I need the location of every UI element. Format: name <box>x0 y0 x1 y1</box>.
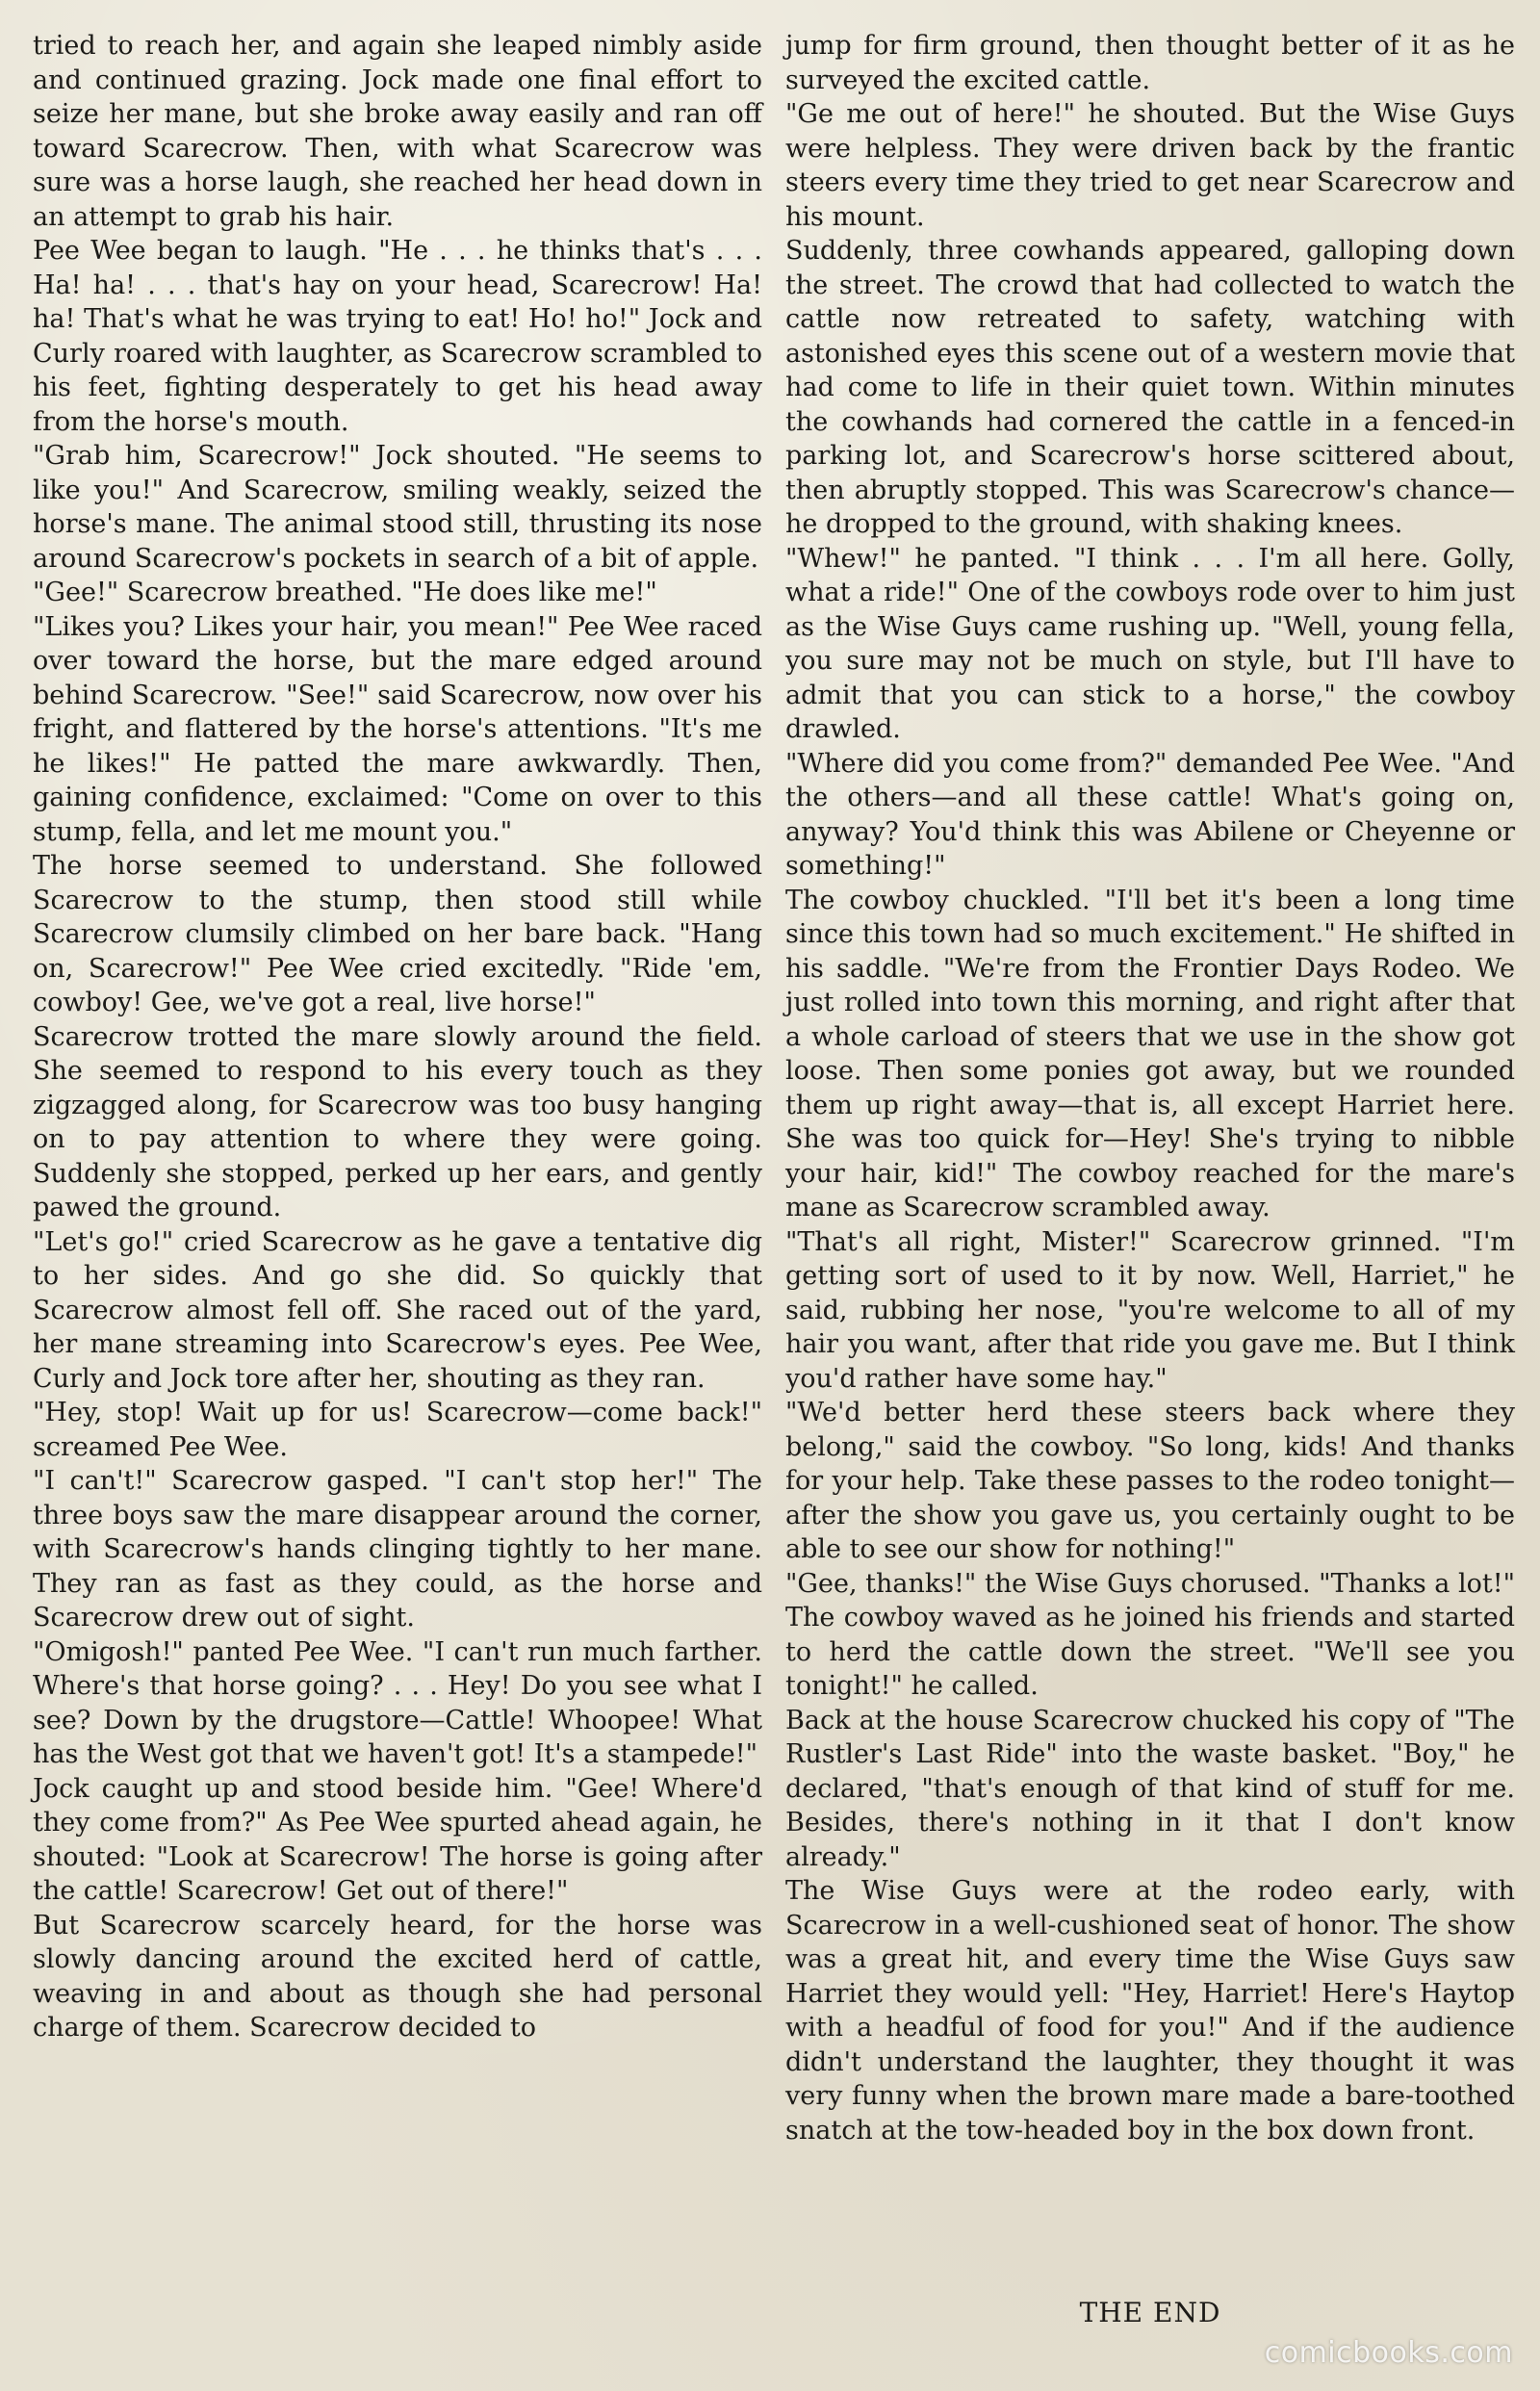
right-text-column <box>785 29 1515 2147</box>
paragraph: "Gee, thanks!" the Wise Guys chorused. "Thanks a lot!" The cowboy waved as he joined his friends and started to herd the cattle down the street. "We'll see you tonight!" he called. <box>785 1568 1515 1701</box>
paragraph: Jock caught up and stood beside him. "Gee! Where'd they come from?" As Pee Wee spurted ahead again, he shouted: "Look at Scarecrow! The horse is going after the cattle! Scarecrow! Get out of there!" <box>33 1773 762 1906</box>
paragraph: "Omigosh!" panted Pee Wee. "I can't run much farther. Where's that horse going? . . . Hey! Do you see what I see? Down by the drugstore—Cattle! Whoopee! What has the West got that we haven't got! It's a stampede!" <box>33 1636 762 1769</box>
the-end-label: THE END <box>1079 2297 1221 2328</box>
paragraph: The cowboy chuckled. "I'll bet it's been a long time since this town had so much excitement." He shifted in his saddle. "We're from the Frontier Days Rodeo. We just rolled into town this morning, and right after that a whole carload of steers that we use in the show got loose. Then some ponies got away, but we rounded them up right away—that is, all except Harriet here. She was too quick for—Hey! She's trying to nibble your hair, kid!" The cowboy reached for the mare's mane as Scarecrow scrambled away. <box>785 885 1515 1222</box>
paragraph: But Scarecrow scarcely heard, for the horse was slowly dancing around the excited herd of cattle, weaving in and about as though she had personal charge of them. Scarecrow decided to <box>33 1910 762 2043</box>
paragraph: Back at the house Scarecrow chucked his copy of "The Rustler's Last Ride" into the waste basket. "Boy," he declared, "that's enough of that kind of stuff for me. Besides, there's nothing in it that I don't know already." <box>785 1705 1515 1872</box>
paragraph: "Grab him, Scarecrow!" Jock shouted. "He seems to like you!" And Scarecrow, smiling weakly, seized the horse's mane. The animal stood still, thrusting its nose around Scarecrow's pockets in search of a bit of apple. <box>33 441 762 574</box>
left-text-column <box>33 29 762 2045</box>
paragraph: jump for firm ground, then thought better of it as he surveyed the excited cattle. <box>785 31 1515 95</box>
paragraph: The Wise Guys were at the rodeo early, with Scarecrow in a well-cushioned seat of honor. The show was a great hit, and every time the Wise Guys saw Harriet they would yell: "Hey, Harriet! Here's Haytop with a headful of food for you!" And if the audience didn't understand the laughter, they thought it was very funny when the brown mare made a bare-toothed snatch at the tow-headed boy in the box down front. <box>785 1876 1515 2146</box>
paragraph: Scarecrow trotted the mare slowly around the field. She seemed to respond to his every touch as they zigzagged along, for Scarecrow was too busy hanging on to pay attention to where they were going. Suddenly she stopped, perked up her ears, and gently pawed the ground. <box>33 1021 762 1222</box>
paragraph: "Likes you? Likes your hair, you mean!" Pee Wee raced over toward the horse, but the mare edged around behind Scarecrow. "See!" said Scarecrow, now over his fright, and flattered by the horse's attentions. "It's me he likes!" He patted the mare awkwardly. Then, gaining confidence, exclaimed: "Come on over to this stump, fella, and let me mount you." <box>33 611 762 847</box>
paragraph: "Where did you come from?" demanded Pee Wee. "And the others—and all these cattle! What's going on, anyway? You'd think this was Abilene or Cheyenne or something!" <box>785 748 1515 881</box>
paragraph: "Hey, stop! Wait up for us! Scarecrow—come back!" screamed Pee Wee. <box>33 1398 762 1462</box>
paragraph: tried to reach her, and again she leaped nimbly aside and continued grazing. Jock made one final effort to seize her mane, but she broke away easily and ran off toward Scarecrow. Then, with what Scarecrow was sure was a horse laugh, she reached her head down in an attempt to grab his hair. <box>33 31 762 232</box>
paragraph: "Let's go!" cried Scarecrow as he gave a tentative dig to her sides. And go she did. So quickly that Scarecrow almost fell off. She raced out of the yard, her mane streaming into Scarecrow's eyes. Pee Wee, Curly and Jock tore after her, shouting as they ran. <box>33 1226 762 1394</box>
paragraph: "Gee!" Scarecrow breathed. "He does like me!" <box>33 578 657 607</box>
paragraph: "I can't!" Scarecrow gasped. "I can't stop her!" The three boys saw the mare disappear around the corner, with Scarecrow's hands clinging tightly to her mane. They ran as fast as they could, as the horse and Scarecrow drew out of sight. <box>33 1466 762 1633</box>
paragraph: "We'd better herd these steers back where they belong," said the cowboy. "So long, kids! And thanks for your help. Take these passes to the rodeo tonight—after the show you gave us, you certainly ought to be able to see our show for nothing!" <box>785 1398 1515 1564</box>
paragraph: Pee Wee began to laugh. "He . . . he thinks that's . . . Ha! ha! . . . that's hay on your head, Scarecrow! Ha! ha! That's what he was trying to eat! Ho! ho!" Jock and Curly roared with laughter, as Scarecrow scrambled to his feet, fighting desperately to get his head away from the horse's mouth. <box>33 236 762 437</box>
paragraph: The horse seemed to understand. She followed Scarecrow to the stump, then stood still while Scarecrow clumsily climbed on her bare back. "Hang on, Scarecrow!" Pee Wee cried excitedly. "Ride 'em, cowboy! Gee, we've got a real, live horse!" <box>33 851 762 1017</box>
paragraph: "Whew!" he panted. "I think . . . I'm all here. Golly, what a ride!" One of the cowboys rode over to him just as the Wise Guys came rushing up. "Well, young fella, you sure may not be much on style, but I'll have to admit that you can stick to a horse," the cowboy drawled. <box>785 543 1515 744</box>
site-watermark: comicbooks.com <box>1264 2336 1513 2370</box>
paragraph: Suddenly, three cowhands appeared, galloping down the street. The crowd that had collected to watch the cattle now retreated to safety, watching with astonished eyes this scene out of a western movie that had come to life in their quiet town. Within minutes the cowhands had cornered the cattle in a fenced-in parking lot, and Scarecrow's horse scittered about, then abruptly stopped. This was Scarecrow's chance—he dropped to the ground, with shaking knees. <box>785 236 1515 539</box>
paragraph: "That's all right, Mister!" Scarecrow grinned. "I'm getting sort of used to it by now. Well, Harriet," he said, rubbing her nose, "you're welcome to all of my hair you want, after that ride you gave me. But I think you'd rather have some hay." <box>785 1226 1515 1394</box>
paragraph: "Ge me out of here!" he shouted. But the Wise Guys were helpless. They were driven back by the frantic steers every time they tried to get near Scarecrow and his mount. <box>785 99 1515 232</box>
